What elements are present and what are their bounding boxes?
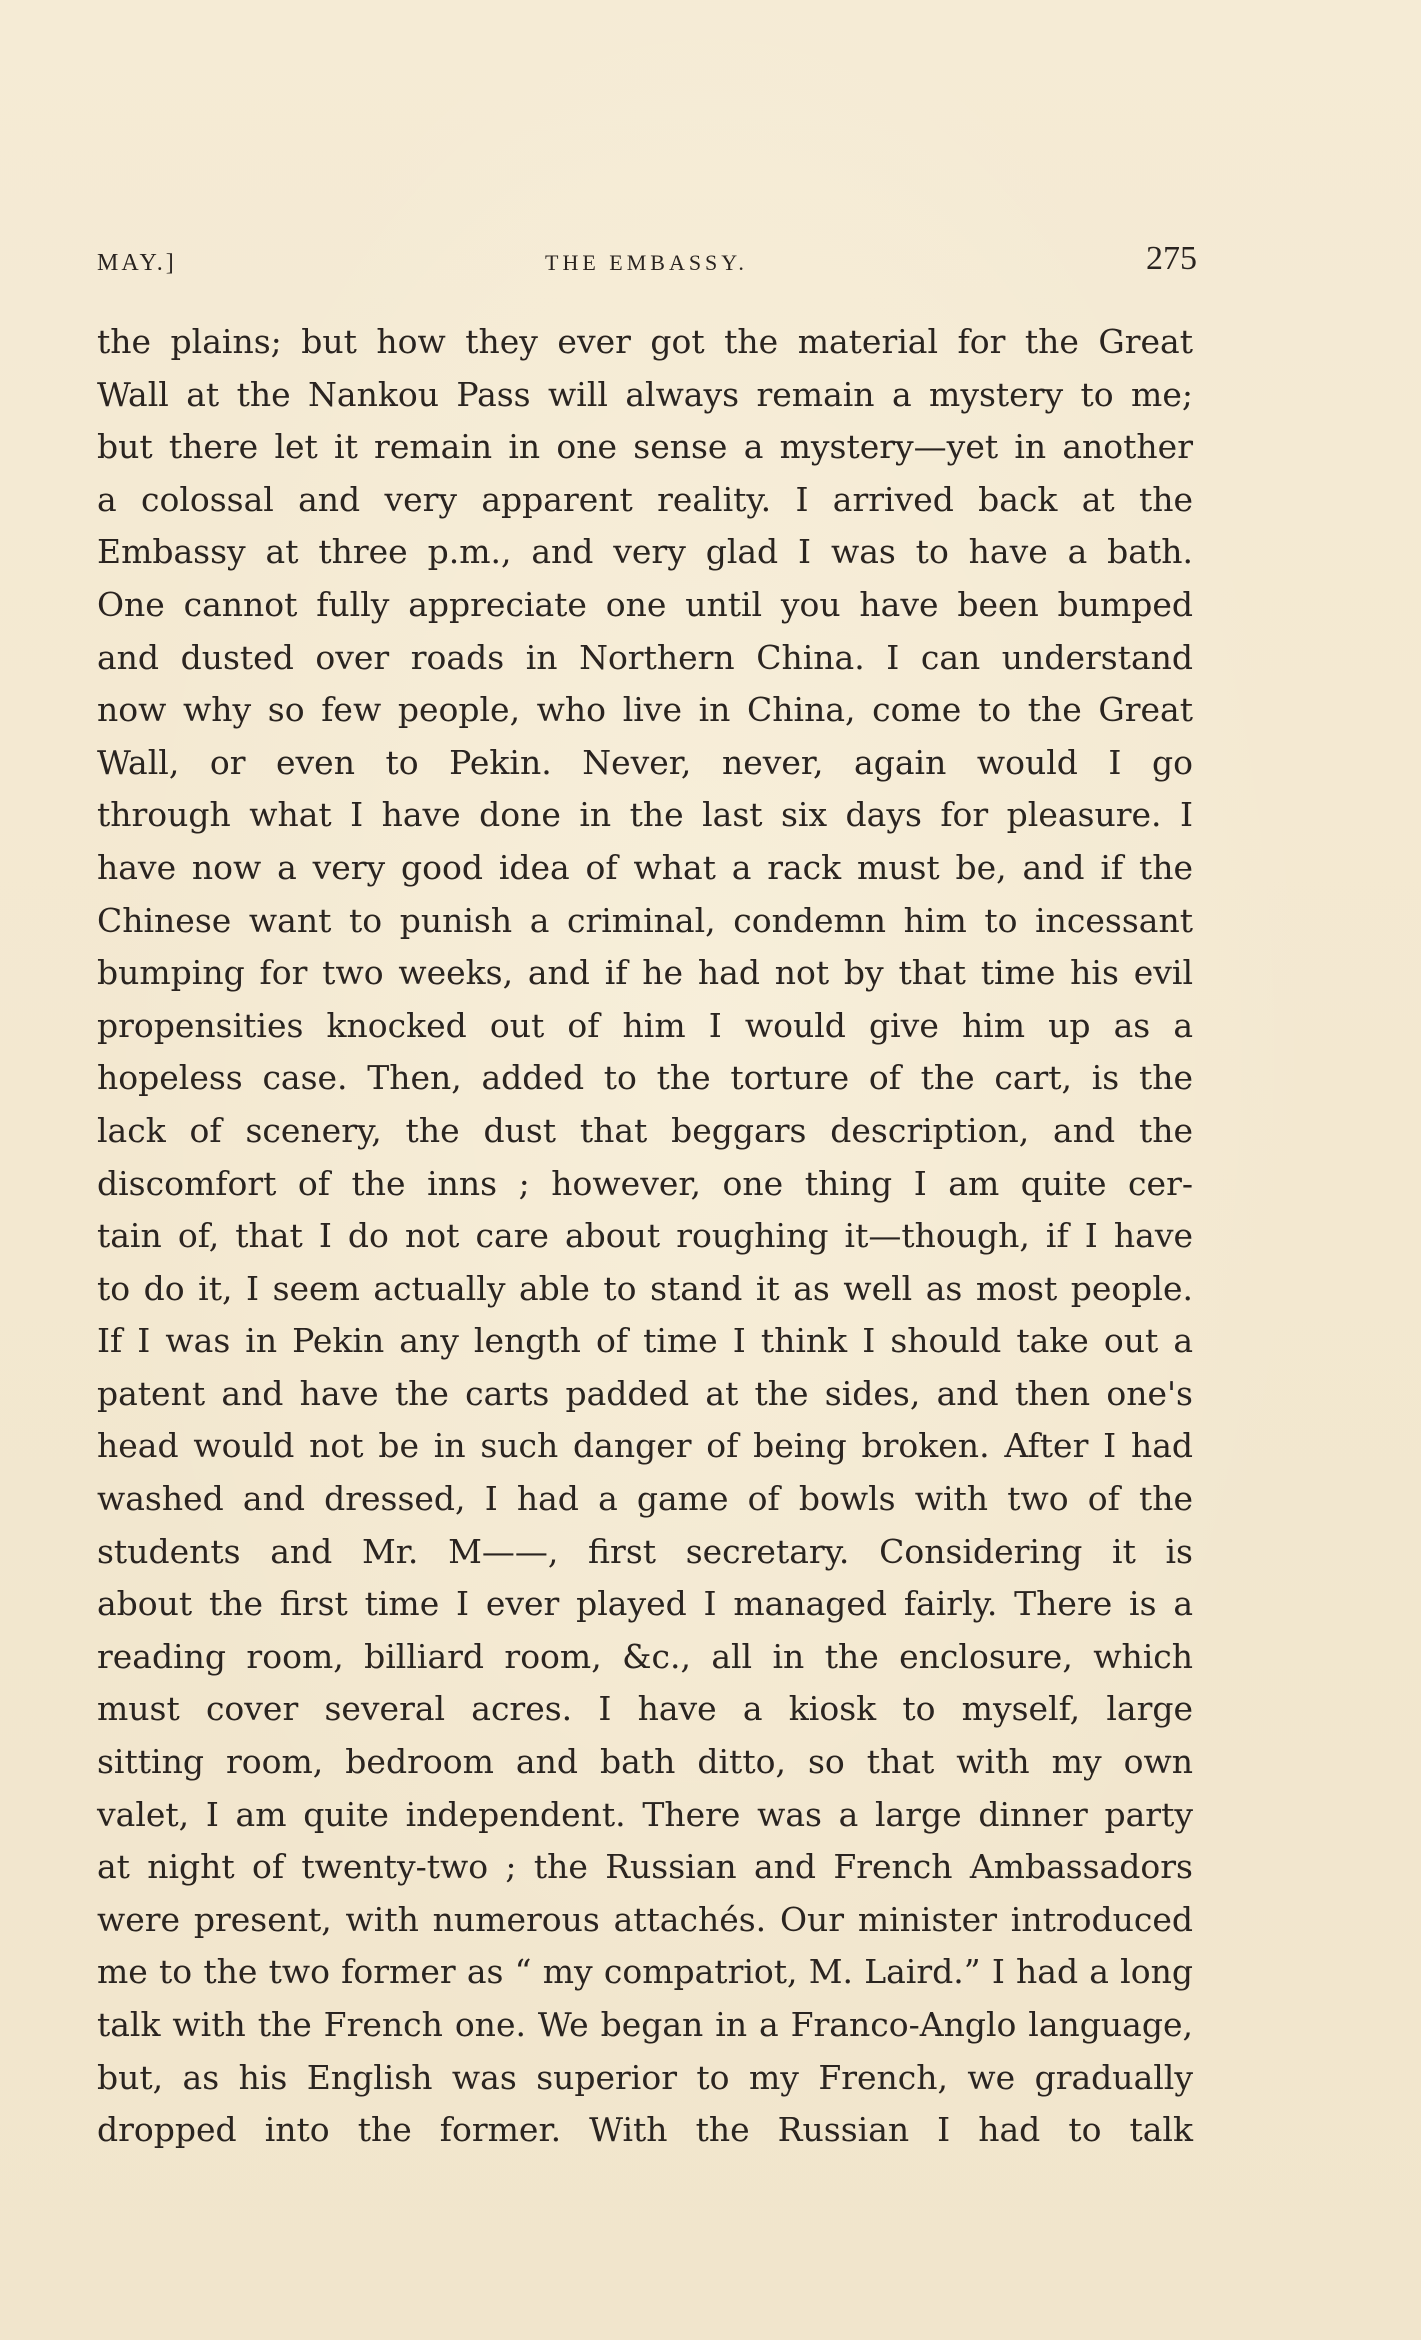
text-line: at night of twenty-two ; the Russian and French Ambassadors (97, 1847, 1193, 1887)
text-line: me to the two former as “ my compatriot, M. Laird.” I had a long (97, 1952, 1193, 1992)
text-line: but, as his English was superior to my French, we gradually (97, 2057, 1193, 2097)
text-line: to do it, I seem actually able to stand it as well as most people. (97, 1268, 1193, 1308)
text-line: Wall at the Nankou Pass will always remain a mystery to me; (97, 374, 1193, 414)
text-line: bumping for two weeks, and if he had not by that time his evil (97, 953, 1193, 993)
text-line: valet, I am quite independent. There was a large dinner party (97, 1794, 1193, 1834)
text-line: have now a very good idea of what a rack must be, and if the (97, 847, 1193, 887)
running-head-month: MAY.] (97, 250, 177, 276)
text-line: were present, with numerous attachés. Our minister introduced (97, 1899, 1193, 1939)
text-line: discomfort of the inns ; however, one thing I am quite cer- (97, 1163, 1193, 1203)
text-line: patent and have the carts padded at the sides, and then one's (97, 1373, 1193, 1413)
text-line: If I was in Pekin any length of time I think I should take out a (97, 1321, 1193, 1361)
text-line: head would not be in such danger of being broken. After I had (97, 1426, 1193, 1466)
text-line: now why so few people, who live in China, come to the Great (97, 690, 1193, 730)
page-number: 275 (1146, 240, 1197, 277)
text-line: and dusted over roads in Northern China. I can understand (97, 637, 1193, 677)
text-line: Chinese want to punish a criminal, condemn him to incessant (97, 900, 1193, 940)
text-line: tain of, that I do not care about roughing it—though, if I have (97, 1216, 1193, 1256)
text-line: students and Mr. M——, first secretary. Considering it is (97, 1531, 1193, 1571)
text-line: propensities knocked out of him I would give him up as a (97, 1005, 1193, 1045)
text-line: washed and dressed, I had a game of bowls with two of the (97, 1479, 1193, 1519)
text-line: sitting room, bedroom and bath ditto, so that with my own (97, 1742, 1193, 1782)
text-line: through what I have done in the last six days for pleasure. I (97, 795, 1193, 835)
text-line: hopeless case. Then, added to the torture of the cart, is the (97, 1058, 1193, 1098)
text-line: Embassy at three p.m., and very glad I was to have a bath. (97, 532, 1193, 572)
body-text (97, 316, 1193, 2157)
text-line: Wall, or even to Pekin. Never, never, again would I go (97, 742, 1193, 782)
text-line: lack of scenery, the dust that beggars description, and the (97, 1110, 1193, 1150)
text-line: a colossal and very apparent reality. I arrived back at the (97, 479, 1193, 519)
text-line: about the first time I ever played I managed fairly. There is a (97, 1584, 1193, 1624)
text-line: the plains; but how they ever got the material for the Great (97, 322, 1193, 361)
text-line: dropped into the former. With the Russian I had to talk (97, 2110, 1193, 2150)
running-head-title: THE EMBASSY. (545, 250, 748, 275)
text-line: reading room, billiard room, &c., all in the enclosure, which (97, 1636, 1193, 1676)
text-line: but there let it remain in one sense a mystery—yet in another (97, 427, 1193, 467)
text-line: talk with the French one. We began in a Franco-Anglo language, (97, 2005, 1193, 2044)
running-head (97, 240, 1197, 290)
text-line: must cover several acres. I have a kiosk to myself, large (97, 1689, 1193, 1729)
text-line: One cannot fully appreciate one until you have been bumped (97, 584, 1193, 624)
